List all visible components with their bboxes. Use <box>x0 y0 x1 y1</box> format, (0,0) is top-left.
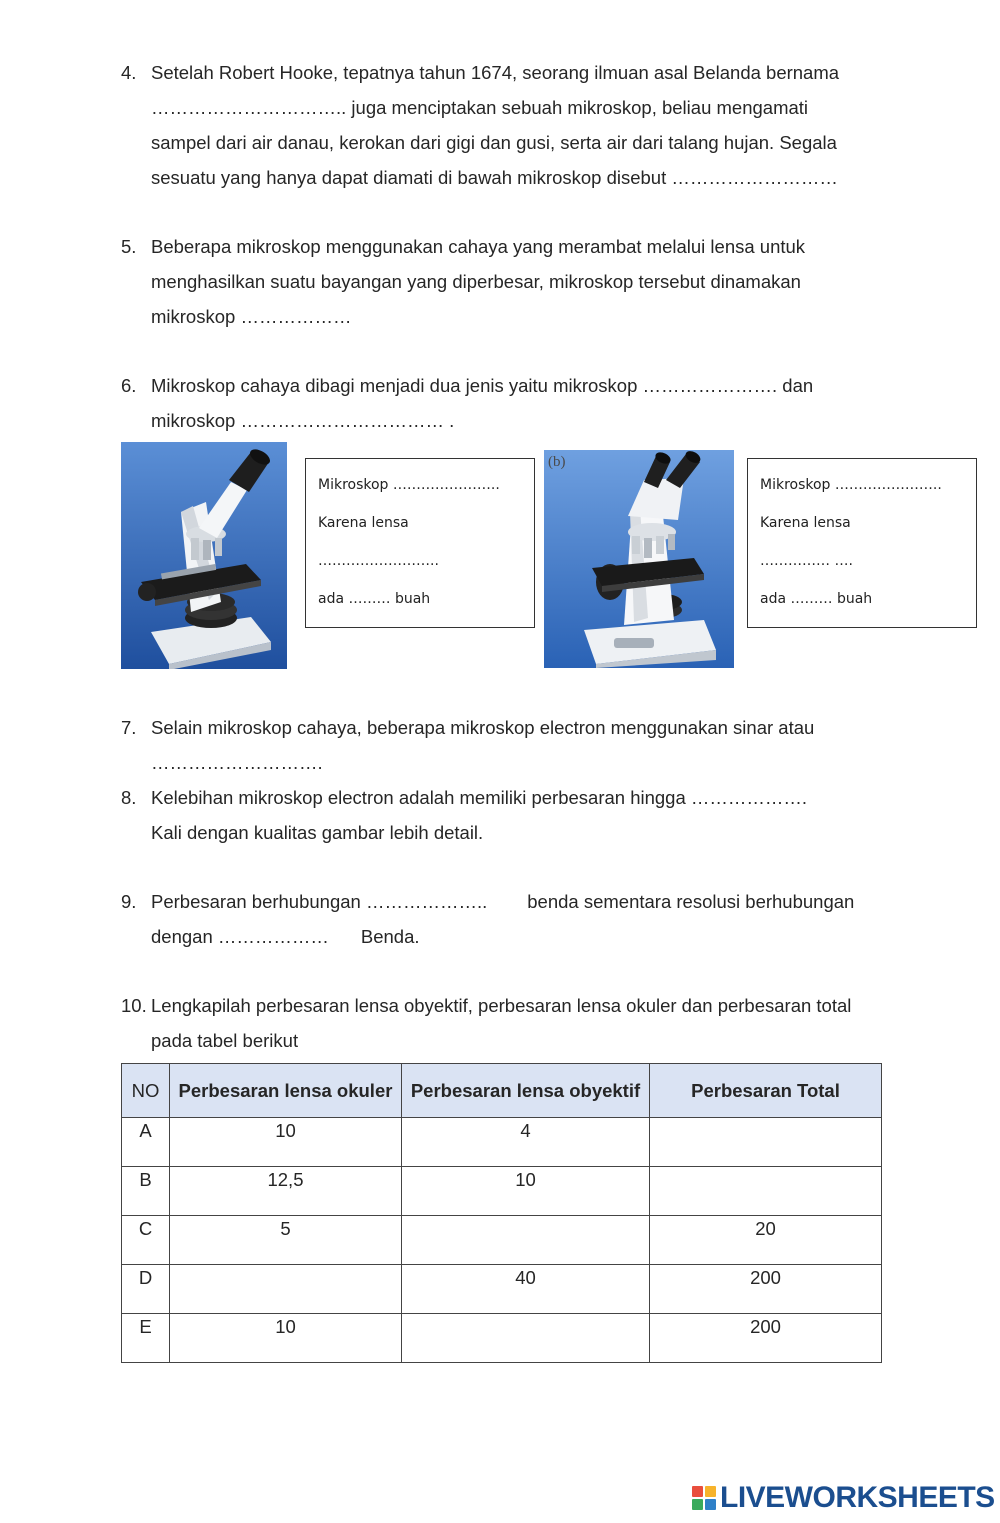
question-number: 4. <box>121 62 137 83</box>
logo-tiles-icon <box>692 1486 716 1510</box>
question-8 <box>121 780 951 850</box>
header-objective: Perbesaran lensa obyektif <box>402 1064 650 1118</box>
box-line: …………… …. <box>760 553 853 569</box>
brand-name: LIVEWORKSHEETS <box>720 1481 995 1514</box>
question-text-line: pada tabel berikut <box>151 1030 299 1051</box>
box-line: Karena lensa <box>318 515 409 531</box>
box-line: Mikroskop ………………….. <box>318 477 500 493</box>
logo-tile <box>705 1499 716 1510</box>
question-text-line: sampel dari air danau, kerokan dari gigi dan gusi, serta air dari talang hujan. Segala <box>151 132 837 153</box>
liveworksheets-logo <box>692 1483 995 1513</box>
cell-ocular[interactable] <box>170 1265 402 1314</box>
question-text-line: mikroskop ……………… <box>151 306 352 327</box>
cell-objective[interactable] <box>402 1216 650 1265</box>
question-number: 10. <box>121 995 147 1016</box>
cell-no: C <box>122 1216 170 1265</box>
question-text-line: ………………………….. juga menciptakan sebuah mikroskop, beliau mengamati <box>151 97 809 118</box>
cell-objective[interactable] <box>402 1314 650 1363</box>
question-5 <box>121 229 951 334</box>
question-number: 9. <box>121 891 137 912</box>
question-text-line: Selain mikroskop cahaya, beberapa mikroskop electron menggunakan sinar atau <box>151 717 815 738</box>
question-number: 5. <box>121 236 137 257</box>
question-text-line: Kali dengan kualitas gambar lebih detail. <box>151 822 484 843</box>
cell-total[interactable]: 200 <box>650 1314 882 1363</box>
question-text-line: ………………………. <box>151 752 323 773</box>
binocular-microscope-photo <box>544 450 734 668</box>
answer-box-binocular[interactable] <box>747 458 977 628</box>
question-text-line: Setelah Robert Hooke, tepatnya tahun 1674, seorang ilmuan asal Belanda bernama <box>151 62 840 83</box>
question-text-line: Lengkapilah perbesaran lensa obyektif, perbesaran lensa okuler dan perbesaran total <box>151 995 852 1016</box>
cell-total[interactable] <box>650 1118 882 1167</box>
question-text-line: Mikroskop cahaya dibagi menjadi dua jenis yaitu mikroskop …………………. dan <box>151 375 814 396</box>
cell-ocular[interactable]: 10 <box>170 1314 402 1363</box>
q9-text-c: dengan ……………… <box>151 926 329 947</box>
magnification-table <box>121 1063 882 1363</box>
question-number: 8. <box>121 787 137 808</box>
logo-tile <box>705 1486 716 1497</box>
q9-text-d: Benda. <box>360 926 420 947</box>
image-tag: (b) <box>548 454 566 470</box>
question-4 <box>121 55 951 195</box>
cell-objective[interactable]: 4 <box>402 1118 650 1167</box>
question-text-line: Beberapa mikroskop menggunakan cahaya yang merambat melalui lensa untuk <box>151 236 806 257</box>
question-9 <box>121 884 951 954</box>
cell-objective[interactable]: 10 <box>402 1167 650 1216</box>
cell-no: B <box>122 1167 170 1216</box>
box-line: …………………….. <box>318 553 439 569</box>
question-6 <box>121 368 951 438</box>
table-row <box>122 1216 882 1265</box>
table-row <box>122 1167 882 1216</box>
question-number: 6. <box>121 375 137 396</box>
monocular-microscope-photo <box>121 442 287 669</box>
cell-ocular[interactable]: 10 <box>170 1118 402 1167</box>
table-row <box>122 1265 882 1314</box>
logo-tile <box>692 1499 703 1510</box>
box-line: Mikroskop ………………….. <box>760 477 942 493</box>
table-row <box>122 1118 882 1167</box>
cell-total[interactable]: 20 <box>650 1216 882 1265</box>
q9-text-a: Perbesaran berhubungan ……………….. <box>151 891 488 912</box>
box-line: ada ……… buah <box>760 591 873 607</box>
cell-total[interactable] <box>650 1167 882 1216</box>
question-text-line: Kelebihan mikroskop electron adalah memiliki perbesaran hingga ………………. <box>151 787 808 808</box>
header-no: NO <box>122 1064 170 1118</box>
cell-objective[interactable]: 40 <box>402 1265 650 1314</box>
question-text-line <box>121 919 951 954</box>
question-text-line: menghasilkan suatu bayangan yang diperbesar, mikroskop tersebut dinamakan <box>151 271 801 292</box>
table-header-row <box>122 1064 882 1118</box>
box-line: ada ……… buah <box>318 591 431 607</box>
cell-no: D <box>122 1265 170 1314</box>
cell-ocular[interactable]: 5 <box>170 1216 402 1265</box>
header-ocular: Perbesaran lensa okuler <box>170 1064 402 1118</box>
answer-box-monocular[interactable] <box>305 458 535 628</box>
question-text-line: mikroskop …………………………… . <box>151 410 455 431</box>
cell-no: E <box>122 1314 170 1363</box>
q9-text-b: benda sementara resolusi berhubungan <box>527 891 855 912</box>
cell-ocular[interactable]: 12,5 <box>170 1167 402 1216</box>
table-row <box>122 1314 882 1363</box>
question-text-line: sesuatu yang hanya dapat diamati di bawah mikroskop disebut ……………………… <box>151 167 838 188</box>
logo-tile <box>692 1486 703 1497</box>
question-10 <box>121 988 951 1058</box>
question-number: 7. <box>121 717 137 738</box>
cell-no: A <box>122 1118 170 1167</box>
box-line: Karena lensa <box>760 515 851 531</box>
header-total: Perbesaran Total <box>650 1064 882 1118</box>
question-text-line <box>121 884 951 919</box>
cell-total[interactable]: 200 <box>650 1265 882 1314</box>
question-7 <box>121 710 951 780</box>
